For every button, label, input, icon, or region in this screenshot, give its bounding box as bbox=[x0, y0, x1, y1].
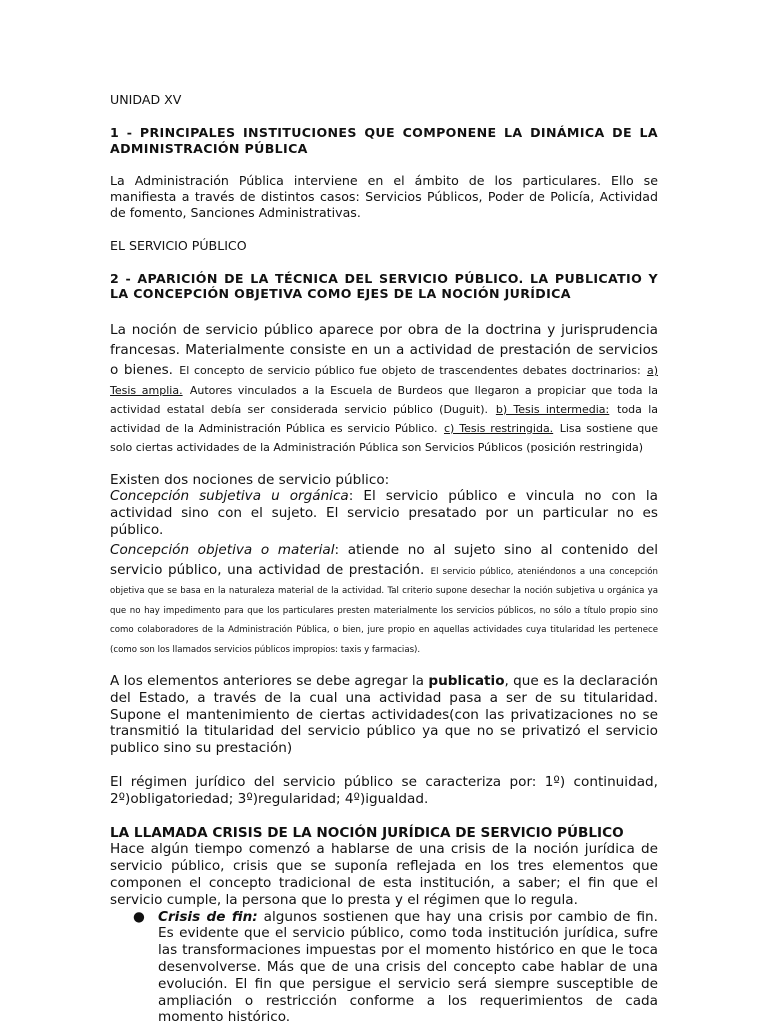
crisis-heading: LA LLAMADA CRISIS DE LA NOCIÓN JURÍDICA DE SERVICIO PÚBLICO bbox=[110, 824, 624, 841]
tesis-c-label: c) Tesis restringida. bbox=[443, 421, 554, 435]
publicatio-term: publicatio bbox=[428, 672, 505, 689]
tesis-b-text: toda la actividad de la Administración Pública es servicio Público. bbox=[110, 402, 658, 435]
spacer bbox=[110, 254, 658, 271]
crisis-list bbox=[110, 909, 658, 1026]
list-item bbox=[133, 908, 658, 1026]
bullet-icon: ● bbox=[133, 908, 145, 925]
spacer bbox=[110, 757, 658, 774]
concepcion-subjetiva bbox=[110, 488, 658, 538]
tesis-a-label: a) Tesis amplia. bbox=[110, 363, 658, 397]
spacer bbox=[110, 656, 658, 673]
tesis-b-label: b) Tesis intermedia: bbox=[495, 402, 610, 416]
tesis-a-text: Autores vinculados a la Escuela de Burdeos que llegaron a propiciar que toda la actividad estatal debía ser considerada servicio público (Duguit). bbox=[110, 383, 658, 416]
section-2-debate: El concepto de servicio público fue objeto de trascendentes debates doctrinarios: bbox=[179, 363, 641, 377]
crisis-fin-text: algunos sostienen que hay una crisis por cambio de fin. Es evidente que el servicio público, como toda institución jurídica, sufre las transformaciones impuestas por el momento histórico en que le toca desenvolverse. Más que de una crisis del concepto cabe hablar de una evolución. El fin que persigue el servicio será siempre susceptible de ampliación o restricción conforme a los requerimientos de cada momento histórico. bbox=[158, 908, 658, 1026]
crisis-fin-label: Crisis de fin: bbox=[158, 908, 258, 925]
spacer bbox=[110, 302, 658, 319]
spacer bbox=[110, 808, 658, 825]
crisis-text: Hace algún tiempo comenzó a hablarse de una crisis de la noción jurídica de servicio público, crisis que se suponía reflejada en los tres elementos que componen el concepto tradicional de esta institución, a saber; el fin que el servicio cumple, la persona que lo presta y el régimen que lo regula. bbox=[110, 841, 658, 908]
spacer bbox=[110, 455, 658, 472]
section-2-paragraph bbox=[110, 319, 658, 454]
publicatio-post: , que es la declaración del Estado, a través de la cual una actividad pasa a ser de su titularidad. Supone el mantenimiento de ciertas actividades(con las privatizaciones no se transmitió la titularidad del servicio público ya que no se privatizó el servicio publico sino su prestación) bbox=[110, 672, 659, 757]
objetiva-label: Concepción objetiva o material bbox=[110, 541, 335, 558]
crisis-fin-paragraph bbox=[158, 909, 658, 1026]
servicio-heading: EL SERVICIO PÚBLICO bbox=[110, 237, 247, 253]
spacer bbox=[110, 108, 658, 125]
tesis-c-text: Lisa sostiene que solo ciertas actividades de la Administración Pública son Servicios Públicos (posición restringida) bbox=[110, 421, 658, 454]
nociones-intro: Existen dos nociones de servicio público: bbox=[110, 471, 390, 488]
spacer bbox=[110, 221, 658, 238]
section-2-intro: La noción de servicio público aparece por obra de la doctrina y jurisprudencia francesas. Materialmente consiste en un a actividad de prestación de servicios o bienes. bbox=[110, 322, 658, 378]
publicatio-paragraph bbox=[110, 673, 658, 757]
section-2-heading: 2 - APARICIÓN DE LA TÉCNICA DEL SERVICIO PÚBLICO. LA PUBLICATIO Y LA CONCEPCIÓN OBJETIVA COMO EJES DE LA NOCIÓN JURÍDICA bbox=[110, 270, 658, 302]
concepcion-objetiva bbox=[110, 539, 658, 656]
subjetiva-label: Concepción subjetiva u orgánica bbox=[110, 488, 349, 505]
section-1-text: La Administración Pública interviene en el ámbito de los particulares. Ello se manifiesta a través de distintos casos: Servicios Públicos, Poder de Policía, Actividad de fomento, Sanciones Administrativas. bbox=[110, 173, 658, 220]
publicatio-pre: A los elementos anteriores se debe agregar la bbox=[110, 672, 424, 689]
subjetiva-text: : El servicio público e vincula no con la actividad sino con el sujeto. El servicio presatado por un particular no es público. bbox=[110, 488, 658, 538]
objetiva-text: : atiende no al sujeto sino al contenido del servicio público, una actividad de prestación. bbox=[110, 541, 658, 578]
spacer bbox=[110, 156, 658, 173]
objetiva-note: El servicio público, ateniéndonos a una concepción objetiva que se basa en la naturaleza material de la actividad. Tal criterio supone desechar la noción subjetiva u orgánica ya que no hay impedimento para que los particulares presten materialmente los servicios públicos, no sólo a título propio sino como colaboradores de la Administración Pública, o bien, jure propio en aquellas actividades cuya titularidad les pertenece (como son los llamados servicios públicos impropios: taxis y farmacias). bbox=[110, 566, 658, 655]
unit-title: UNIDAD XV bbox=[110, 92, 182, 107]
regimen-paragraph: El régimen jurídico del servicio público se caracteriza por: 1º) continuidad, 2º)obligatoriedad; 3º)regularidad; 4º)igualdad. bbox=[110, 773, 658, 807]
section-1-heading: 1 - PRINCIPALES INSTITUCIONES QUE COMPONENE LA DINÁMICA DE LA ADMINISTRACIÓN PÚBLICA bbox=[110, 124, 658, 156]
